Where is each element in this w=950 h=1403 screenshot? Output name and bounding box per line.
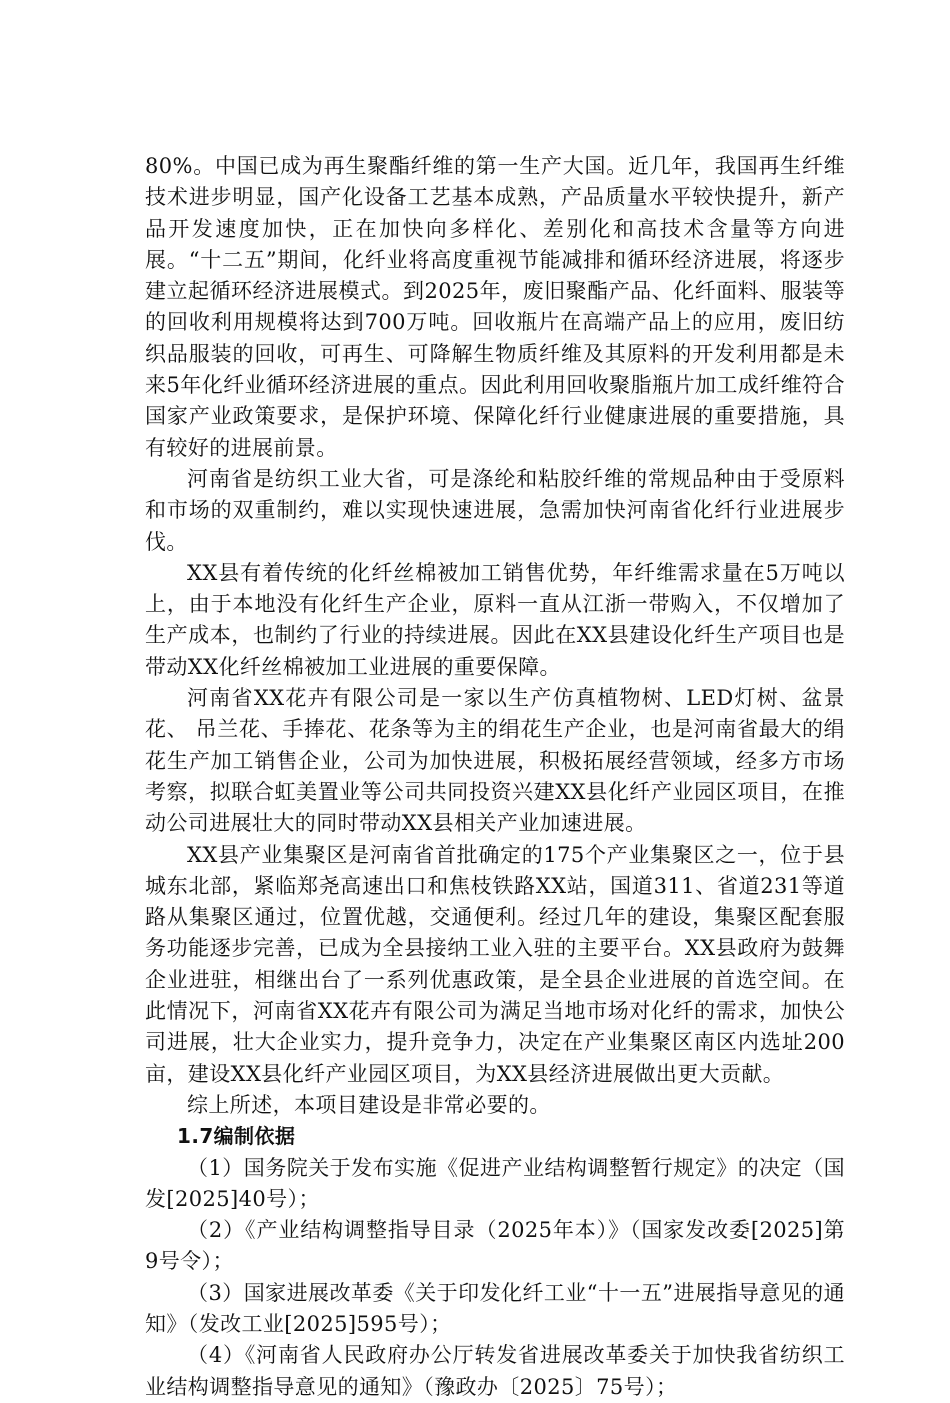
- body-paragraph: 河南省XX花卉有限公司是一家以生产仿真植物树、LED灯树、盆景花、 吊兰花、手捧花、花条等为主的绢花生产企业，也是河南省最大的绢花生产加工销售企业，公司为加快进展，积极拓展经营领域，经多方市场考察，拟联合虹美置业等公司共同投资兴建XX县化纤产业园区项目，在推动公司进展壮大的同时带动XX县相关产业加速进展。: [145, 686, 845, 836]
- basis-item: （2）《产业结构调整指导目录（2025年本）》（国家发改委[2025]第9号令）；: [145, 1218, 845, 1274]
- document-body: [145, 151, 845, 1403]
- basis-item: （4）《河南省人民政府办公厅转发省进展改革委关于加快我省纺织工业结构调整指导意见的通知》（豫政办〔2025〕75号）；: [145, 1343, 845, 1399]
- body-paragraph: 80%。中国已成为再生聚酯纤维的第一生产大国。近几年，我国再生纤维技术进步明显，国产化设备工艺基本成熟，产品质量水平较快提升，新产品开发速度加快，正在加快向多样化、差别化和高技术含量等方向进展。“十二五”期间，化纤业将高度重视节能减排和循环经济进展，将逐步建立起循环经济进展模式。到2025年，废旧聚酯产品、化纤面料、服装等的回收利用规模将达到700万吨。回收瓶片在高端产品上的应用，废旧纺织品服装的回收，可再生、可降解生物质纤维及其原料的开发利用都是未来5年化纤业循环经济进展的重点。因此利用回收聚脂瓶片加工成纤维符合国家产业政策要求，是保护环境、保障化纤行业健康进展的重要措施，具有较好的进展前景。: [145, 154, 845, 460]
- section-heading: 1.7编制依据: [177, 1124, 296, 1149]
- body-paragraph: XX县有着传统的化纤丝棉被加工销售优势，年纤维需求量在5万吨以上，由于本地没有化纤生产企业，原料一直从江浙一带购入，不仅增加了生产成本，也制约了行业的持续进展。因此在XX县建设化纤生产项目也是带动XX化纤丝棉被加工业进展的重要保障。: [145, 560, 845, 679]
- basis-item: （3）国家进展改革委《关于印发化纤工业“十一五”进展指导意见的通知》（发改工业[2025]595号）；: [145, 1280, 845, 1336]
- body-paragraph: XX县产业集聚区是河南省首批确定的175个产业集聚区之一，位于县城东北部，紧临郑尧高速出口和焦枝铁路XX站，国道311、省道231等道路从集聚区通过，位置优越，交通便利。经过几年的建设，集聚区配套服务功能逐步完善，已成为全县接纳工业入驻的主要平台。XX县政府为鼓舞企业进驻，相继出台了一系列优惠政策，是全县企业进展的首选空间。在此情况下，河南省XX花卉有限公司为满足当地市场对化纤的需求，加快公司进展，壮大企业实力，提升竞争力，决定在产业集聚区南区内选址200亩，建设XX县化纤产业园区项目，为XX县经济进展做出更大贡献。: [145, 842, 845, 1086]
- body-paragraph: 河南省是纺织工业大省，可是涤纶和粘胶纤维的常规品种由于受原料和市场的双重制约，难以实现快速进展，急需加快河南省化纤行业进展步伐。: [145, 466, 845, 554]
- body-paragraph: 综上所述，本项目建设是非常必要的。: [187, 1092, 551, 1117]
- basis-item: （1）国务院关于发布实施《促进产业结构调整暂行规定》的决定（国发[2025]40号）；: [145, 1155, 845, 1211]
